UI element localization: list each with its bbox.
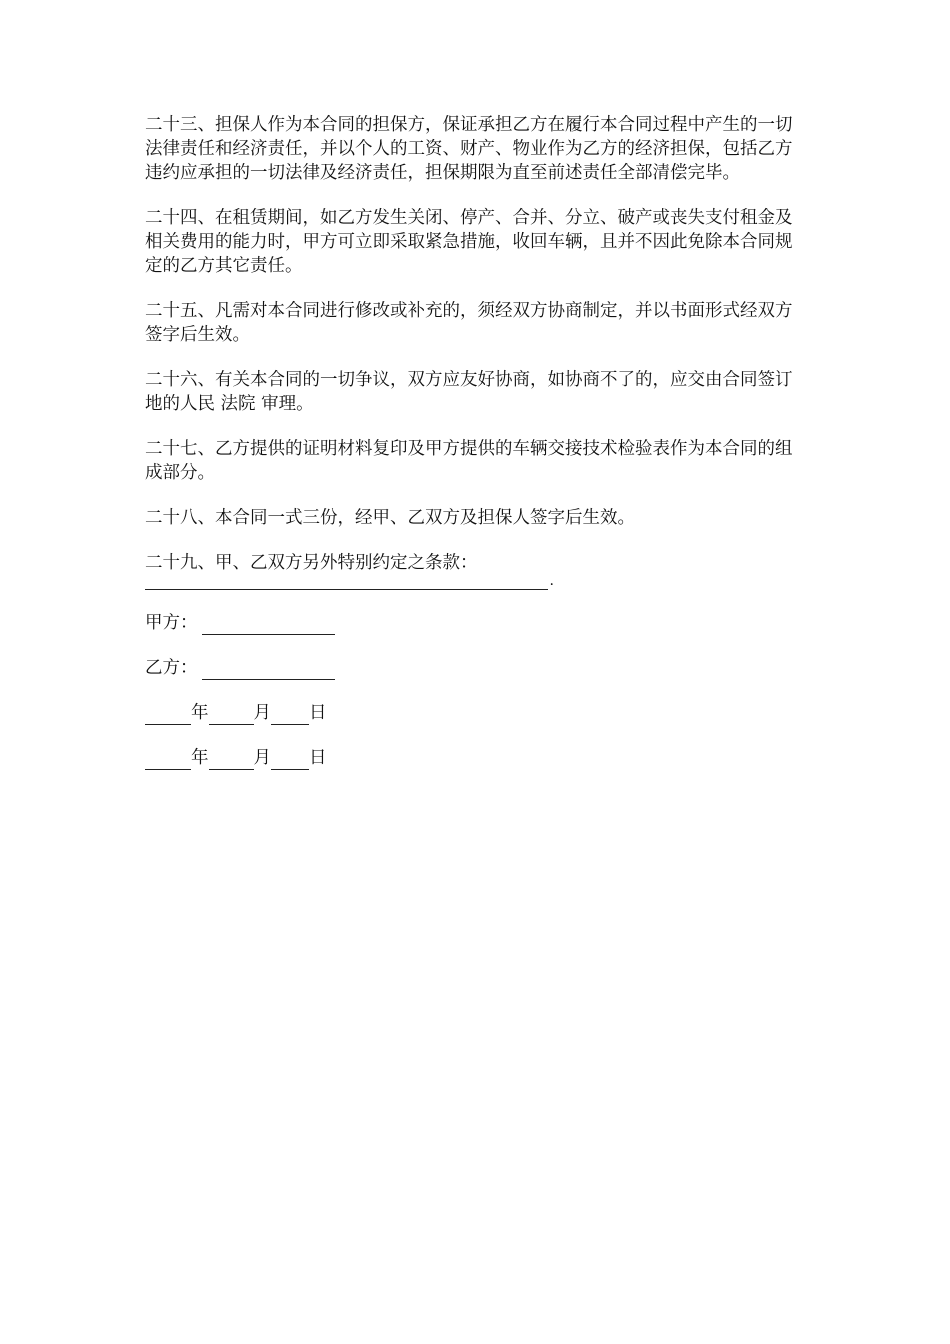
- day-blank: [271, 706, 309, 725]
- party-b-label: 乙方：: [145, 658, 198, 678]
- day-label: 日: [309, 748, 327, 768]
- day-blank: [271, 751, 309, 770]
- party-a-label: 甲方：: [145, 613, 198, 633]
- month-label: 月: [253, 748, 271, 768]
- month-blank: [209, 751, 254, 770]
- date-row-2: [145, 746, 800, 770]
- clause-27: 二十七、乙方提供的证明材料复印及甲方提供的车辆交接技术检验表作为本合同的组成部分。: [145, 439, 793, 483]
- clause-24: 二十四、在租赁期间，如乙方发生关闭、停产、合并、分立、破产或丧失支付租金及相关费用的能力时，甲方可立即采取紧急措施，收回车辆，且并不因此免除本合同规定的乙方其它责任。: [145, 208, 793, 276]
- day-label: 日: [309, 703, 327, 723]
- special-terms-blank: [145, 573, 554, 590]
- party-b-signature-blank: [202, 661, 335, 680]
- date-row-1: [145, 701, 800, 725]
- special-terms-end-mark: .: [549, 573, 554, 589]
- clause-25: 二十五、凡需对本合同进行修改或补充的，须经双方协商制定，并以书面形式经双方签字后生效。: [145, 301, 793, 345]
- party-b-signature-row: [145, 656, 800, 680]
- month-blank: [209, 706, 254, 725]
- contract-body: [145, 113, 800, 791]
- year-blank: [145, 706, 191, 725]
- clause-29: [145, 551, 800, 590]
- year-label: 年: [191, 748, 209, 768]
- clause-28: 二十八、本合同一式三份，经甲、乙双方及担保人签字后生效。: [145, 508, 635, 528]
- year-label: 年: [191, 703, 209, 723]
- clause-23: 二十三、担保人作为本合同的担保方，保证承担乙方在履行本合同过程中产生的一切法律责任和经济责任，并以个人的工资、财产、物业作为乙方的经济担保，包括乙方违约应承担的一切法律及经济责任，担保期限为直至前述责任全部清偿完毕。: [145, 115, 793, 183]
- party-a-signature-row: [145, 611, 800, 635]
- month-label: 月: [253, 703, 271, 723]
- clause-26: 二十六、有关本合同的一切争议，双方应友好协商，如协商不了的，应交由合同签订地的人民 法院 审理。: [145, 370, 793, 414]
- party-a-signature-blank: [202, 616, 335, 635]
- clause-29-text: 二十九、甲、乙双方另外特别约定之条款：: [145, 553, 478, 573]
- year-blank: [145, 751, 191, 770]
